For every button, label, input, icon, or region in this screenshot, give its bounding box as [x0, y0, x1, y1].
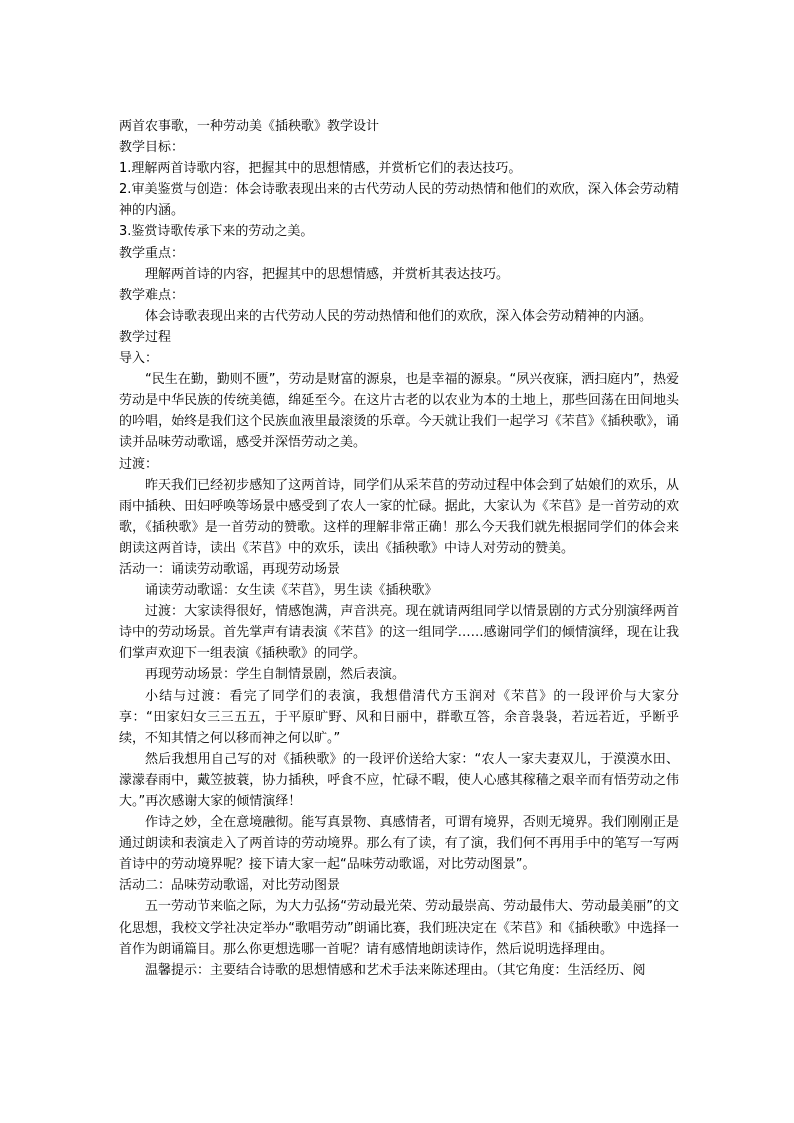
document-paragraph: 作诗之妙，全在意境融彻。能写真景物、真感情者，可谓有境界，否则无境界。我们刚刚正是通过朗读和表演走入了两首诗的劳动境界。那么有了读，有了演，我们何不再用手中的笔写一写两首诗中的劳动境界呢？接下请大家一起“品味劳动歌谣，对比劳动图景”。 [119, 815, 679, 873]
document-paragraph: 理解两首诗的内容，把握其中的思想情感，并赏析其表达技巧。 [145, 266, 510, 282]
document-paragraph: 然后我想用自己写的对《插秧歌》的一段评价送给大家：“农人一家夫妻双儿，于漠漠水田、濛濛春雨中，戴笠披蓑，协力插秧，呼食不应，忙碌不暇，使人心感其稼穑之艰辛而有悟劳动之伟大。”再次感谢大家的倾情演绎！ [119, 751, 679, 809]
document-paragraph: 导入： [119, 351, 159, 367]
document-paragraph: 教学重点： [119, 245, 185, 261]
document-paragraph: 过渡： [119, 456, 159, 472]
document-paragraph: 体会诗歌表现出来的古代劳动人民的劳动热情和他们的欢欣，深入体会劳动精神的内涵。 [145, 308, 653, 324]
document-paragraph: 过渡：大家读得很好，情感饱满，声音洪亮。现在就请两组同学以情景剧的方式分别演绎两首诗中的劳动场景。首先掌声有请表演《芣苢》的这一组同学……感谢同学们的倾情演绎，现在让我们掌声欢迎下一组表演《插秧歌》的同学。 [119, 604, 679, 662]
document-paragraph: 五一劳动节来临之际，为大力弘扬“劳动最光荣、劳动最崇高、劳动最伟大、劳动最美丽”的文化思想，我校文学社决定举办“歌唱劳动”朗诵比赛，我们班决定在《芣苢》和《插秧歌》中选择一首作为朗诵篇目。那么你更想选哪一首呢？请有感情地朗读诗作，然后说明选择理由。 [119, 899, 679, 957]
document-paragraph: 小结与过渡：看完了同学们的表演，我想借清代方玉润对《芣苢》的一段评价与大家分享：“田家妇女三三五五，于平原旷野、风和日丽中，群歌互答，余音袅袅，若远若近，乎断乎续，不知其情之何以移而神之何以旷。” [119, 688, 679, 746]
document-title: 两首农事歌，一种劳动美《插秧歌》教学设计 [119, 119, 380, 134]
document-paragraph: 活动二：品味劳动歌谣，对比劳动图景 [119, 878, 341, 894]
document-paragraph: “民生在勤，勤则不匮”，劳动是财富的源泉，也是幸福的源泉。“夙兴夜寐，洒扫庭内”，热爱劳动是中华民族的传统美德，绵延至今。在这片古老的以农业为本的土地上，那些回荡在田间地头的吟唱，始终是我们这个民族血液里最滚烫的乐章。今天就让我们一起学习《芣苢》《插秧歌》，诵读并品味劳动歌谣，感受并深悟劳动之美。 [119, 372, 679, 451]
document-paragraph: 教学目标： [119, 140, 185, 156]
document-paragraph: 昨天我们已经初步感知了这两首诗，同学们从采芣苢的劳动过程中体会到了姑娘们的欢乐，从雨中插秧、田妇呼唤等场景中感受到了农人一家的忙碌。据此，大家认为《芣苢》是一首劳动的欢歌，《插秧歌》是一首劳动的赞歌。这样的理解非常正确！那么今天我们就先根据同学们的体会来朗读这两首诗，读出《芣苢》中的欢乐，读出《插秧歌》中诗人对劳动的赞美。 [119, 477, 679, 556]
document-body [119, 137, 679, 981]
document-page [119, 116, 679, 981]
document-paragraph: 1.理解两首诗歌内容，把握其中的思想情感，并赏析它们的表达技巧。 [119, 161, 522, 177]
document-paragraph: 再现劳动场景：学生自制情景剧，然后表演。 [145, 667, 406, 683]
document-paragraph: 诵读劳动歌谣：女生读《芣苢》，男生读《插秧歌》 [145, 583, 438, 599]
document-paragraph: 活动一：诵读劳动歌谣，再现劳动场景 [119, 561, 341, 577]
document-paragraph: 温馨提示：主要结合诗歌的思想情感和艺术手法来陈述理由。（其它角度：生活经历、阅 [145, 962, 646, 978]
document-paragraph: 3.鉴赏诗歌传承下来的劳动之美。 [119, 224, 314, 240]
document-paragraph: 教学过程 [119, 329, 172, 345]
document-paragraph: 2.审美鉴赏与创造：体会诗歌表现出来的古代劳动人民的劳动热情和他们的欢欣，深入体会劳动精神的内涵。 [119, 182, 679, 219]
document-paragraph: 教学难点： [119, 287, 185, 303]
